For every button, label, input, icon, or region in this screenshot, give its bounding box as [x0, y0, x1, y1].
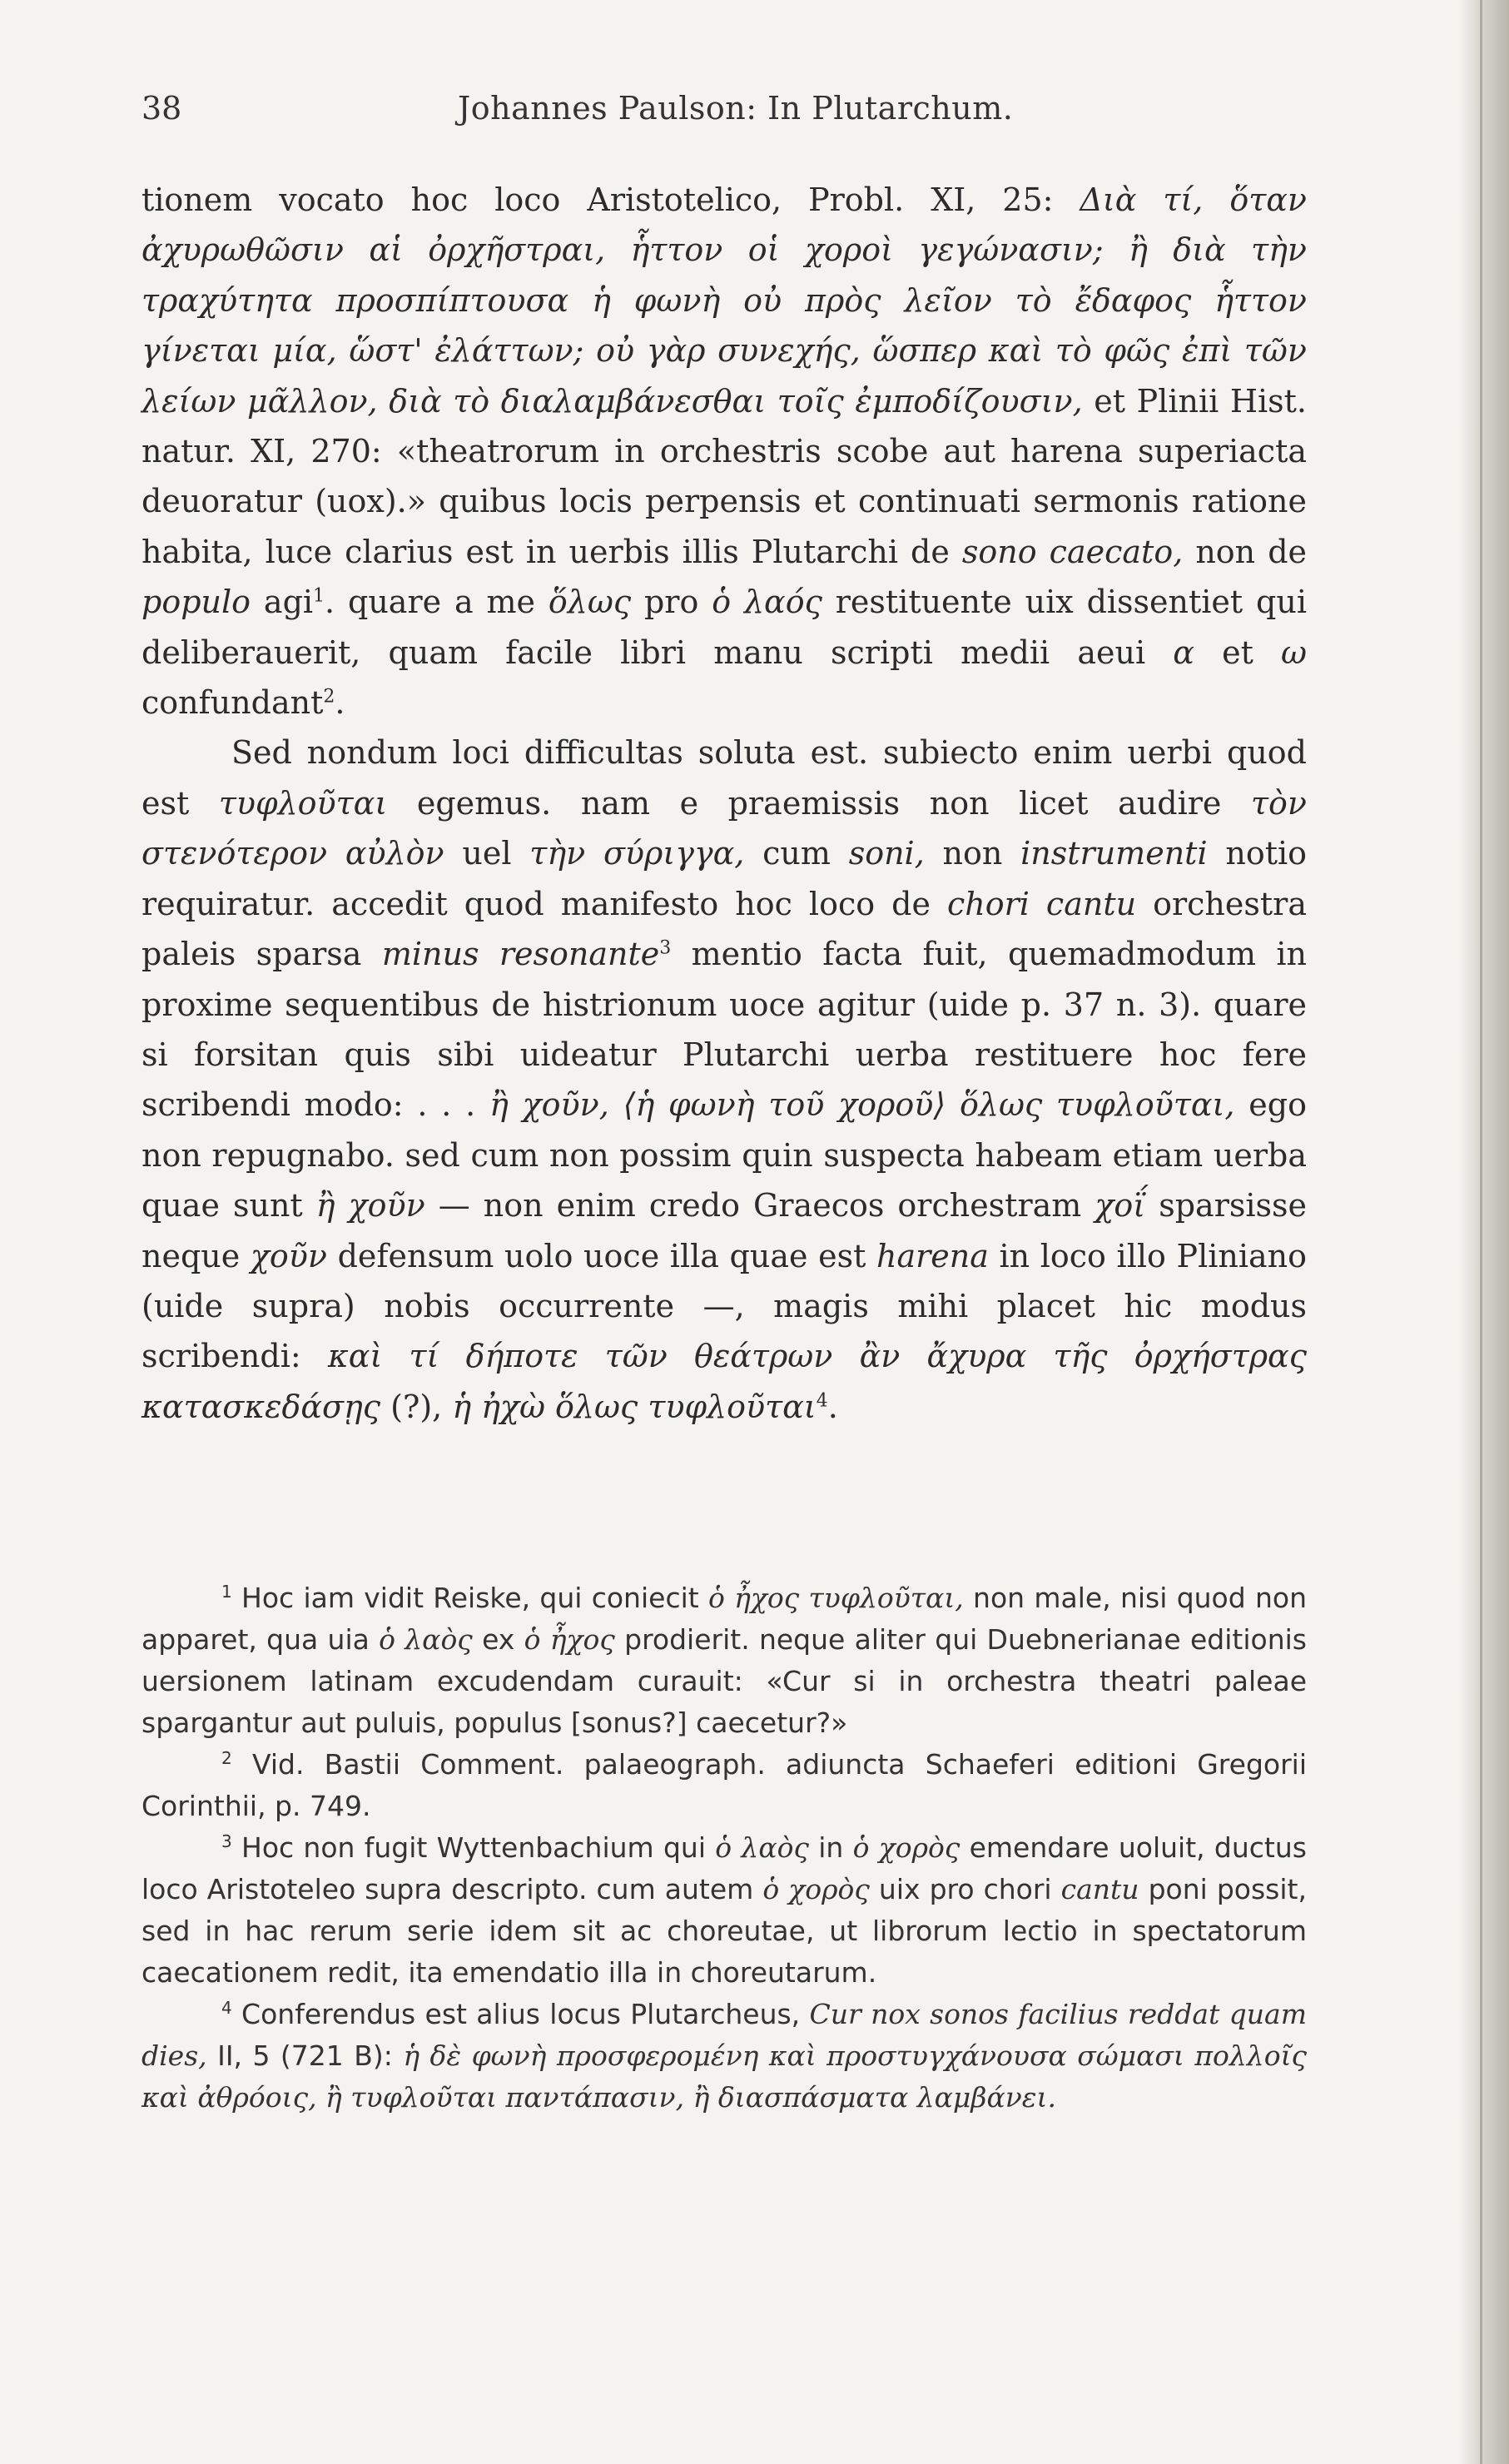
footnotes	[141, 1577, 1307, 2119]
text-span: Vid. Bastii Comment. palaeograph. adiuncta Schaeferi editioni Gregorii Corinthii, p. 749.	[141, 1748, 1307, 1822]
greek-word: χοΐ	[1095, 1187, 1146, 1225]
text-span: restituente uix dissentiet qui deliberauerit, quam facile libri manu scripti medii aeui	[141, 584, 1308, 671]
footnote-ref: 4	[816, 1390, 828, 1412]
text-span: agi	[251, 584, 314, 621]
text-span: non	[924, 835, 1021, 872]
text-span: Conferendus est alius locus Plutarcheus,	[231, 1998, 810, 2030]
text-span: (?),	[380, 1388, 453, 1425]
footnote-mark: 4	[221, 1998, 232, 2018]
greek-quote: Διὰ τί, ὅταν ἀχυρωθῶσιν αἱ ὀρχῆστραι, ἧττον οἱ χοροὶ γεγώνασιν; ἢ διὰ τὴν τραχύτητα προσπίπτουσα ἡ φωνὴ οὐ πρὸς λεῖον τὸ ἔδαφος ἧττον γίνεται μία, ὥστ' ἐλάττων; οὐ γὰρ συνεχής, ὥσπερ καὶ τὸ φῶς ἐπὶ τῶν λείων μᾶλλον, διὰ τὸ διαλαμβάνεσθαι τοῖς ἐμποδίζουσιν,	[141, 181, 1308, 420]
running-title: Johannes Paulson: In Plutarchum.	[458, 90, 1014, 127]
footnote-ref: 3	[659, 937, 672, 959]
italic-title: Cur nox sonos facilius reddat quam dies,	[141, 1998, 1307, 2072]
greek-word: τὸν στενότερον αὐλὸν	[141, 784, 1307, 872]
footnote-2	[141, 1744, 1307, 1827]
italic-term: harena	[876, 1237, 989, 1274]
greek-word: χοῦν	[250, 1237, 327, 1274]
italic-term: cantu	[1060, 1873, 1139, 1905]
text-span: — non enim credo Graecos orchestram	[424, 1187, 1095, 1225]
text-span: notio requiratur. accedit quod manifesto hoc loco de	[141, 835, 1308, 922]
text-span: .	[335, 684, 345, 722]
greek-quote: ἡ δὲ φωνὴ προσφερομένη καὶ προστυγχάνουσα σώμασι πολλοῖς καὶ ἀθρόοις, ἢ τυφλοῦται παντάπασιν, ἢ διασπάσματα λαμβάνει.	[141, 2039, 1307, 2114]
text-span: confundant	[141, 684, 324, 722]
greek-word: ὁ χορὸς	[762, 1873, 870, 1905]
text-span: ego non repugnabo. sed cum non possim quin suspecta habeam etiam uerba quae sunt	[141, 1086, 1308, 1225]
text-span: non male, nisi quod non apparet, qua uia	[141, 1582, 1307, 1656]
text-span: defensum uolo uoce illa quae est	[326, 1237, 876, 1274]
italic-term: populo	[141, 584, 251, 621]
footnote-ref: 1	[313, 585, 325, 607]
page-edge-shadow	[1459, 0, 1509, 2464]
footnote-ref: 2	[323, 686, 335, 708]
footnote-mark: 2	[221, 1748, 232, 1768]
text-span: tionem vocato hoc loco Aristotelico, Probl. XI, 25:	[141, 181, 1080, 218]
text-span: cum	[744, 835, 849, 872]
text-span: poni possit, sed in hac rerum serie idem sit ac choreutae, ut librorum lectio in spectatorum caecationem redit, ita emendatio illa in choreutarum.	[141, 1873, 1307, 1989]
italic-term: soni,	[848, 835, 925, 872]
greek-word: ὁ λαὸς	[379, 1623, 473, 1656]
footnote-4	[141, 1994, 1307, 2119]
text-span: . quare a me	[325, 584, 549, 621]
footnote-mark: 1	[221, 1582, 232, 1602]
text-span: uix pro chori	[869, 1873, 1061, 1905]
greek-word: τὴν σύριγγα,	[529, 835, 745, 872]
text-span: emendare uoluit, ductus loco Aristoteleo supra descripto. cum autem	[141, 1831, 1307, 1905]
italic-term: chori cantu	[946, 885, 1137, 922]
text-span: II, 5 (721 B):	[206, 2039, 404, 2072]
italic-term: minus resonante	[381, 936, 660, 973]
text-span: et Plinii Hist. natur. XI, 270: «theatrorum in orchestris scobe aut harena superiacta deuoratur (uox).» quibus locis perpensis et continuati sermonis ratione habita, luce clarius est in uerbis illis Plutarchi de	[141, 382, 1308, 570]
text-span: in	[808, 1831, 853, 1864]
footnote-mark: 3	[221, 1831, 232, 1851]
paragraph-1	[141, 175, 1307, 728]
main-text	[141, 175, 1307, 1432]
footnote-3	[141, 1827, 1307, 1994]
italic-term: sono caecato,	[961, 533, 1184, 570]
greek-word: ὁ χορὸς	[852, 1831, 960, 1864]
paragraph-2	[141, 728, 1307, 1432]
greek-word: ὁ ἦχος	[524, 1623, 615, 1656]
text-span: Sed nondum loci difficultas soluta est. subiecto enim uerbi quod est	[141, 734, 1307, 822]
greek-letter: ω	[1281, 633, 1307, 671]
greek-phrase: ἡ ἠχὼ ὅλως τυφλοῦται	[452, 1388, 817, 1425]
page-number: 38	[141, 90, 182, 127]
text-span: in loco illo Pliniano (uide supra) nobis occurrente —, magis mihi placet hic modus scribendi:	[141, 1237, 1308, 1375]
text-span: mentio facta fuit, quemadmodum in proxime sequentibus de histrionum uoce agitur (uide p. 37 n. 3). quare si forsitan quis sibi uideatur Plutarchi uerba restituere hoc fere scribendi modo: . . .	[141, 936, 1307, 1124]
text-span: pro	[631, 584, 712, 621]
footnote-1	[141, 1577, 1307, 1744]
text-span: uel	[444, 835, 530, 872]
text-span: orchestra paleis sparsa	[141, 885, 1307, 973]
greek-word: ὅλως	[548, 584, 632, 621]
italic-term: instrumenti	[1020, 835, 1208, 872]
text-span: ex	[472, 1623, 524, 1656]
text-span: Hoc non fugit Wyttenbachium qui	[231, 1831, 716, 1864]
greek-word: τυφλοῦται	[218, 784, 388, 822]
greek-word: ὁ λαὸς	[715, 1831, 809, 1864]
text-span: prodierit. neque aliter qui Duebnerianae editionis uersionem latinam excudendam curauit: «Cur si in orchestra theatri paleae spargantur aut puluis, populus [sonus?] caecetur?»	[141, 1623, 1307, 1739]
text-span: sparsisse neque	[141, 1187, 1308, 1274]
text-span: et	[1194, 633, 1281, 671]
text-span: egemus. nam e praemissis non licet audire	[387, 784, 1251, 822]
greek-phrase: ὁ ἦχος τυφλοῦται,	[707, 1582, 964, 1614]
greek-phrase: καὶ τί δήποτε τῶν θεάτρων ἂν ἄχυρα τῆς ὀρχήστρας κατασκεδάσῃς	[141, 1338, 1308, 1425]
greek-phrase: ἢ χοῦν, ⟨ἡ φωνὴ τοῦ χοροῦ⟩ ὅλως τυφλοῦται,	[489, 1086, 1235, 1124]
page-edge-line	[1480, 0, 1482, 2464]
greek-word: ὁ λαός	[712, 584, 822, 621]
greek-word: ἢ χοῦν	[315, 1187, 425, 1225]
text-span: .	[827, 1388, 838, 1425]
text-span: Hoc iam vidit Reiske, qui coniecit	[231, 1582, 708, 1614]
greek-letter: α	[1173, 633, 1194, 671]
text-span: non de	[1183, 533, 1308, 570]
